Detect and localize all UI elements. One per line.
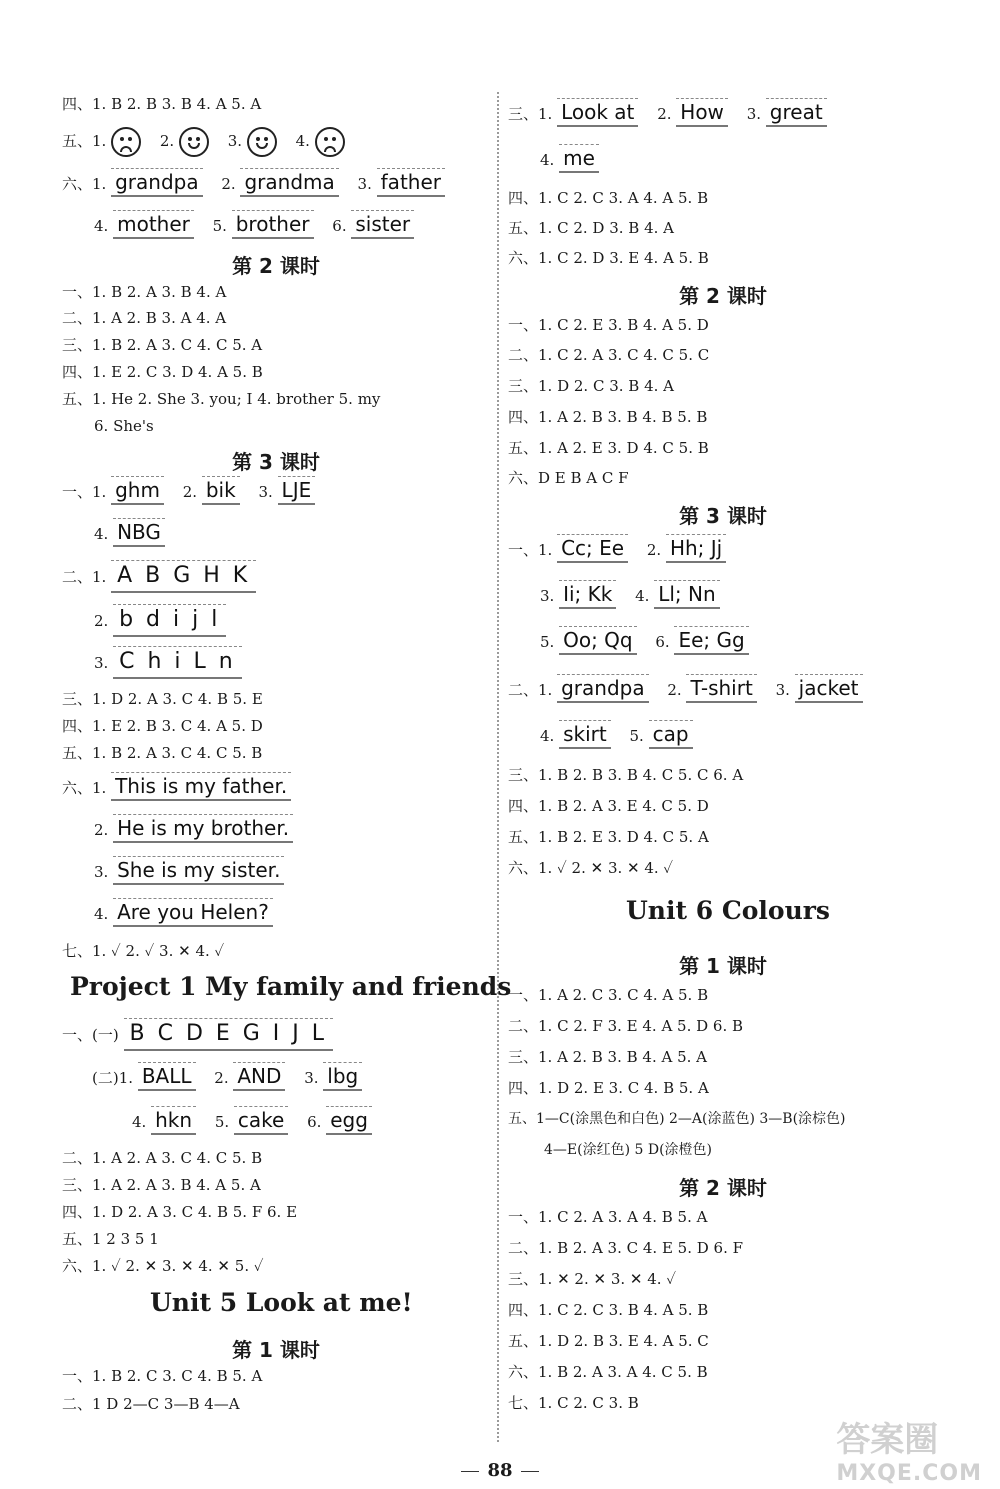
written-word: Look at — [557, 98, 638, 127]
written-letters: Ii; Kk — [559, 580, 616, 609]
written-letters: Ll; Nn — [654, 580, 719, 609]
written-letters: Cc; Ee — [557, 534, 628, 563]
answer-row: 四、1. C 2. C 3. B 4. A 5. B — [508, 1301, 709, 1319]
handwriting-row: 4. mother 5. brother 6. sister — [94, 210, 414, 241]
answer-row: 四、1. B 2. A 3. E 4. C 5. D — [508, 797, 709, 815]
section-heading: 第 2 课时 — [679, 1176, 767, 1200]
written-word: LJE — [278, 476, 316, 505]
handwriting-row: 4. NBG — [94, 518, 165, 550]
written-word: cap — [649, 720, 693, 749]
written-word: mother — [113, 210, 194, 239]
handwriting-row: 三、1. Look at 2. How 3. great — [508, 98, 827, 130]
written-word: BALL — [138, 1062, 196, 1091]
written-word: egg — [326, 1106, 372, 1135]
happy-face-icon — [179, 127, 209, 157]
written-word: AND — [233, 1062, 285, 1091]
section-heading: 第 2 课时 — [679, 284, 767, 308]
answer-row: 三、1. A 2. A 3. B 4. A 5. A — [62, 1176, 261, 1194]
handwriting-row: 2. b d i j l — [94, 604, 226, 638]
answer-row: 五、1. B 2. E 3. D 4. C 5. A — [508, 828, 709, 846]
written-word: sister — [351, 210, 414, 239]
written-word: father — [377, 168, 445, 197]
answer-row: 四、1. E 2. B 3. C 4. A 5. D — [62, 717, 263, 735]
answer-row: 二、1 D 2—C 3—B 4—A — [62, 1395, 240, 1413]
written-word: jacket — [795, 674, 863, 703]
column-divider — [497, 92, 499, 1442]
answer-row: 六、1. C 2. D 3. E 4. A 5. B — [508, 249, 709, 267]
answer-row: 四、1. E 2. C 3. D 4. A 5. B — [62, 363, 263, 381]
written-sentence: This is my father. — [111, 772, 291, 801]
answer-row: 一、1. B 2. C 3. C 4. B 5. A — [62, 1367, 263, 1385]
answer-row: 五、1. A 2. E 3. D 4. C 5. B — [508, 439, 709, 457]
handwriting-row: 3. Ii; Kk 4. Ll; Nn — [540, 580, 720, 612]
section-title: Project 1 My family and friends — [70, 972, 512, 1001]
answer-row: 一、1. B 2. A 3. B 4. A — [62, 283, 227, 301]
written-letters: b d i j l — [113, 604, 226, 637]
handwriting-row: (二)1. BALL 2. AND 3. lbg — [92, 1062, 362, 1094]
answer-row: 二、1. A 2. B 3. A 4. A — [62, 309, 227, 327]
answer-row: 五、1. He 2. She 3. you; I 4. brother 5. my — [62, 390, 381, 408]
written-word: NBG — [113, 518, 165, 547]
written-sentence: Are you Helen? — [113, 898, 273, 927]
written-word: lbg — [323, 1062, 362, 1091]
section-heading: 第 3 课时 — [679, 504, 767, 528]
watermark: 答案圈 MXQE.COM — [836, 1420, 982, 1486]
written-sentence: He is my brother. — [113, 814, 293, 843]
sentence-row: 3. She is my sister. — [94, 856, 284, 887]
handwriting-row: 一、1. Cc; Ee 2. Hh; Jj — [508, 534, 726, 566]
section-title: Unit 5 Look at me! — [150, 1288, 413, 1317]
answer-row: 五、1 2 3 5 1 — [62, 1230, 159, 1248]
written-word: ghm — [111, 476, 164, 505]
answer-row: 三、1. D 2. C 3. B 4. A — [508, 377, 674, 395]
answer-row: 七、1. C 2. C 3. B — [508, 1394, 639, 1412]
handwriting-row: 4. skirt 5. cap — [540, 720, 693, 752]
written-word: cake — [234, 1106, 288, 1135]
written-word: How — [676, 98, 728, 127]
answer-row: 4—E(涂红色) 5 D(涂橙色) — [544, 1142, 713, 1158]
sad-face-icon — [111, 127, 141, 157]
answer-row: 二、1. C 2. F 3. E 4. A 5. D 6. B — [508, 1017, 744, 1035]
sentence-row: 4. Are you Helen? — [94, 898, 273, 929]
answer-row: 二、1. C 2. A 3. C 4. C 5. C — [508, 346, 710, 364]
answer-row: 七、1. ✓ 2. ✓ 3. ✕ 4. ✓ — [62, 942, 225, 960]
sentence-row: 六、1. This is my father. — [62, 772, 291, 803]
answer-row: 三、1. D 2. A 3. C 4. B 5. E — [62, 690, 263, 708]
section-heading: 第 2 课时 — [232, 254, 320, 278]
section-title: Unit 6 Colours — [626, 896, 830, 925]
answer-row: 六、1. B 2. A 3. A 4. C 5. B — [508, 1363, 708, 1381]
written-word: grandpa — [111, 168, 203, 197]
answer-row: 三、1. A 2. B 3. B 4. A 5. A — [508, 1048, 708, 1066]
answer-row: 五、1. B 2. A 3. C 4. C 5. B — [62, 744, 263, 762]
section-heading: 第 1 课时 — [679, 954, 767, 978]
answer-row: 四、1. A 2. B 3. B 4. B 5. B — [508, 408, 708, 426]
written-letters: Ee; Gg — [674, 626, 748, 655]
handwriting-row: 3. C h i L n — [94, 646, 242, 680]
answer-row: 六、1. ✓ 2. ✕ 3. ✕ 4. ✕ 5. ✓ — [62, 1257, 264, 1275]
handwriting-row: 4. me — [540, 144, 599, 175]
written-word: great — [766, 98, 827, 127]
answer-row: 四、1. D 2. A 3. C 4. B 5. F 6. E — [62, 1203, 298, 1221]
answer-row: 五、1—C(涂黑色和白色) 2—A(涂蓝色) 3—B(涂棕色) — [508, 1111, 846, 1127]
written-letters: A B G H K — [111, 560, 256, 593]
written-word: brother — [232, 210, 314, 239]
answer-row: 三、1. B 2. A 3. C 4. C 5. A — [62, 336, 263, 354]
section-heading: 第 3 课时 — [232, 450, 320, 474]
answer-row: 四、1. D 2. E 3. C 4. B 5. A — [508, 1079, 709, 1097]
section-heading: 第 1 课时 — [232, 1338, 320, 1362]
handwriting-row: 六、1. grandpa 2. grandma 3. father — [62, 168, 445, 199]
written-word: me — [559, 144, 599, 173]
handwriting-row: 5. Oo; Qq 6. Ee; Gg — [540, 626, 749, 658]
answer-row: 四、1. B 2. B 3. B 4. A 5. A — [62, 95, 262, 113]
answer-row: 一、1. A 2. C 3. C 4. A 5. B — [508, 986, 709, 1004]
written-word: grandpa — [557, 674, 649, 703]
written-word: hkn — [151, 1106, 196, 1135]
sentence-row: 2. He is my brother. — [94, 814, 293, 845]
answer-row: 二、1. A 2. A 3. C 4. C 5. B — [62, 1149, 263, 1167]
answer-row: 一、1. C 2. E 3. B 4. A 5. D — [508, 316, 709, 334]
written-word: bik — [202, 476, 240, 505]
answer-row: 五、1. C 2. D 3. B 4. A — [508, 219, 674, 237]
answer-row: 五、1. D 2. B 3. E 4. A 5. C — [508, 1332, 709, 1350]
written-letters: C h i L n — [113, 646, 242, 679]
answer-row: 6. She's — [94, 417, 154, 435]
written-letters: B C D E G I J L — [124, 1018, 334, 1051]
face-row: 五、1. 2. 3. 4. — [62, 124, 345, 158]
handwriting-row: 二、1. A B G H K — [62, 560, 256, 594]
page-number: 88 — [0, 1460, 1000, 1481]
answer-row: 三、1. B 2. B 3. B 4. C 5. C 6. A — [508, 766, 744, 784]
written-sentence: She is my sister. — [113, 856, 284, 885]
answer-row: 一、1. C 2. A 3. A 4. B 5. A — [508, 1208, 708, 1226]
answer-row: 三、1. ✕ 2. ✕ 3. ✕ 4. ✓ — [508, 1270, 677, 1288]
answer-row: 六、1. ✓ 2. ✕ 3. ✕ 4. ✓ — [508, 859, 674, 877]
handwriting-row: 一、(一) B C D E G I J L — [62, 1018, 333, 1051]
written-word: T-shirt — [686, 674, 756, 703]
handwriting-row: 一、1. ghm 2. bik 3. LJE — [62, 476, 315, 508]
written-letters: Oo; Qq — [559, 626, 637, 655]
written-word: skirt — [559, 720, 611, 749]
written-word: grandma — [240, 168, 338, 197]
answer-row: 二、1. B 2. A 3. C 4. E 5. D 6. F — [508, 1239, 744, 1257]
sad-face-icon — [315, 127, 345, 157]
written-letters: Hh; Jj — [666, 534, 726, 563]
answer-row: 四、1. C 2. C 3. A 4. A 5. B — [508, 189, 709, 207]
handwriting-row: 二、1. grandpa 2. T-shirt 3. jacket — [508, 674, 863, 706]
handwriting-row: 4. hkn 5. cake 6. egg — [132, 1106, 372, 1138]
answer-row: 六、D E B A C F — [508, 469, 629, 487]
happy-face-icon — [247, 127, 277, 157]
